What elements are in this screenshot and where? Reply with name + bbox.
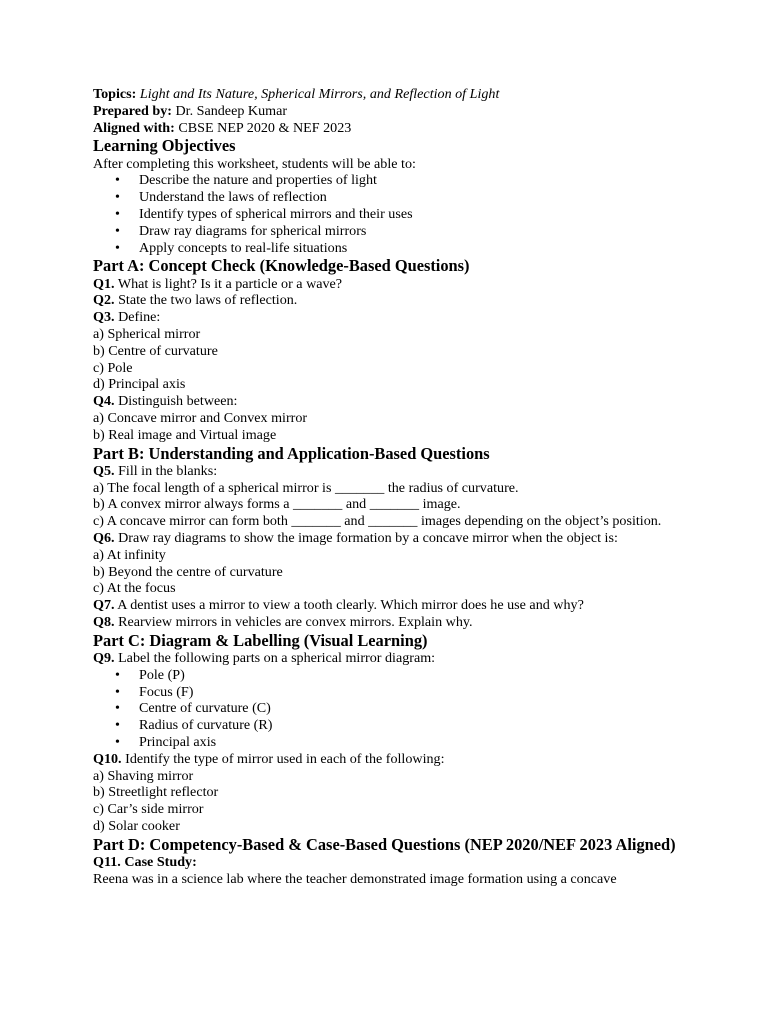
objective-item: • Apply concepts to real-life situations — [93, 240, 693, 257]
question-number: Q10. — [93, 750, 122, 767]
case-study-text: Reena was in a science lab where the teacher demonstrated image formation using a concave — [93, 870, 617, 887]
question-q5 — [93, 463, 693, 480]
question-text: Identify the type of mirror used in each of the following: — [125, 750, 445, 767]
topics-line — [93, 86, 693, 103]
sub-part: b) Beyond the centre of curvature — [93, 563, 283, 580]
objective-item: • Understand the laws of reflection — [93, 189, 693, 206]
aligned-with-line — [93, 120, 693, 137]
sub-part: c) A concave mirror can form both _______ and _______ images depending on the object’s position. — [93, 513, 662, 530]
objective-item: • Draw ray diagrams for spherical mirrors — [93, 223, 693, 240]
sub-part: b) Real image and Virtual image — [93, 426, 277, 443]
question-number: Q8. — [93, 613, 115, 630]
topics-value: Light and Its Nature, Spherical Mirrors, and Reflection of Light — [139, 86, 500, 102]
sub-part: c) Pole — [93, 359, 133, 376]
question-number: Q2. — [93, 292, 115, 309]
question-text: Rearview mirrors in vehicles are convex mirrors. Explain why. — [118, 613, 473, 630]
question-q7 — [93, 597, 693, 614]
question-number: Q7. — [93, 597, 115, 614]
part-a-heading: Part A: Concept Check (Knowledge-Based Questions) — [93, 256, 470, 276]
question-q2 — [93, 292, 693, 309]
label-item: • Principal axis — [93, 734, 693, 751]
objective-item: • Identify types of spherical mirrors and their uses — [93, 206, 693, 223]
objectives-heading: Learning Objectives — [93, 136, 236, 156]
sub-part: c) At the focus — [93, 580, 176, 597]
sub-part: a) Concave mirror and Convex mirror — [93, 409, 308, 426]
sub-part: b) A convex mirror always forms a _______ and _______ image. — [93, 496, 461, 513]
question-text: What is light? Is it a particle or a wave? — [117, 275, 343, 292]
question-number: Q3. — [93, 309, 115, 326]
objectives-list — [93, 172, 693, 256]
question-number: Q11. — [93, 853, 121, 870]
part-d-heading: Part D: Competency-Based & Case-Based Questions (NEP 2020/NEF 2023 Aligned) — [93, 834, 676, 854]
sub-part: a) Spherical mirror — [93, 325, 201, 342]
objectives-intro: After completing this worksheet, students will be able to: — [93, 155, 416, 172]
question-q9 — [93, 650, 693, 667]
question-text: Distinguish between: — [118, 393, 238, 410]
sub-part: c) Car’s side mirror — [93, 801, 204, 818]
question-q6 — [93, 530, 693, 547]
question-q1 — [93, 276, 693, 293]
prepared-by-value: Dr. Sandeep Kumar — [175, 102, 288, 119]
part-b-heading: Part B: Understanding and Application-Based Questions — [93, 443, 490, 463]
question-text: Draw ray diagrams to show the image formation by a concave mirror when the object is: — [118, 529, 618, 546]
question-q8 — [93, 614, 693, 631]
question-number: Q1. — [93, 275, 115, 292]
topics-label: Topics: — [93, 86, 137, 102]
question-q3 — [93, 309, 693, 326]
question-number: Q6. — [93, 529, 115, 546]
question-text: Fill in the blanks: — [118, 462, 218, 479]
prepared-by-line — [93, 103, 693, 120]
question-text: Define: — [118, 309, 161, 326]
question-text: State the two laws of reflection. — [118, 292, 298, 309]
label-item: • Centre of curvature (C) — [93, 700, 693, 717]
question-text: A dentist uses a mirror to view a tooth clearly. Which mirror does he use and why? — [117, 597, 584, 614]
part-c-heading: Part C: Diagram & Labelling (Visual Learning) — [93, 630, 428, 650]
aligned-with-value: CBSE NEP 2020 & NEF 2023 — [178, 119, 352, 136]
question-number: Q9. — [93, 649, 115, 666]
question-text: Label the following parts on a spherical mirror diagram: — [118, 649, 436, 666]
label-item: • Focus (F) — [93, 684, 693, 701]
question-q11 — [93, 854, 693, 871]
label-parts-list — [93, 667, 693, 751]
worksheet-page — [93, 86, 693, 887]
label-item: • Radius of curvature (R) — [93, 717, 693, 734]
question-q10 — [93, 751, 693, 768]
objective-item: • Describe the nature and properties of light — [93, 172, 693, 189]
prepared-by-label: Prepared by: — [93, 102, 172, 119]
case-study-label: Case Study: — [124, 853, 197, 870]
sub-part: d) Principal axis — [93, 376, 186, 393]
sub-part: b) Streetlight reflector — [93, 784, 219, 801]
label-item: • Pole (P) — [93, 667, 693, 684]
sub-part: a) Shaving mirror — [93, 767, 194, 784]
question-number: Q4. — [93, 393, 115, 410]
sub-part: d) Solar cooker — [93, 817, 180, 834]
question-number: Q5. — [93, 462, 115, 479]
question-q4 — [93, 393, 693, 410]
sub-part: a) At infinity — [93, 546, 166, 563]
aligned-with-label: Aligned with: — [93, 119, 175, 136]
sub-part: b) Centre of curvature — [93, 342, 218, 359]
sub-part: a) The focal length of a spherical mirror is _______ the radius of curvature. — [93, 479, 519, 496]
